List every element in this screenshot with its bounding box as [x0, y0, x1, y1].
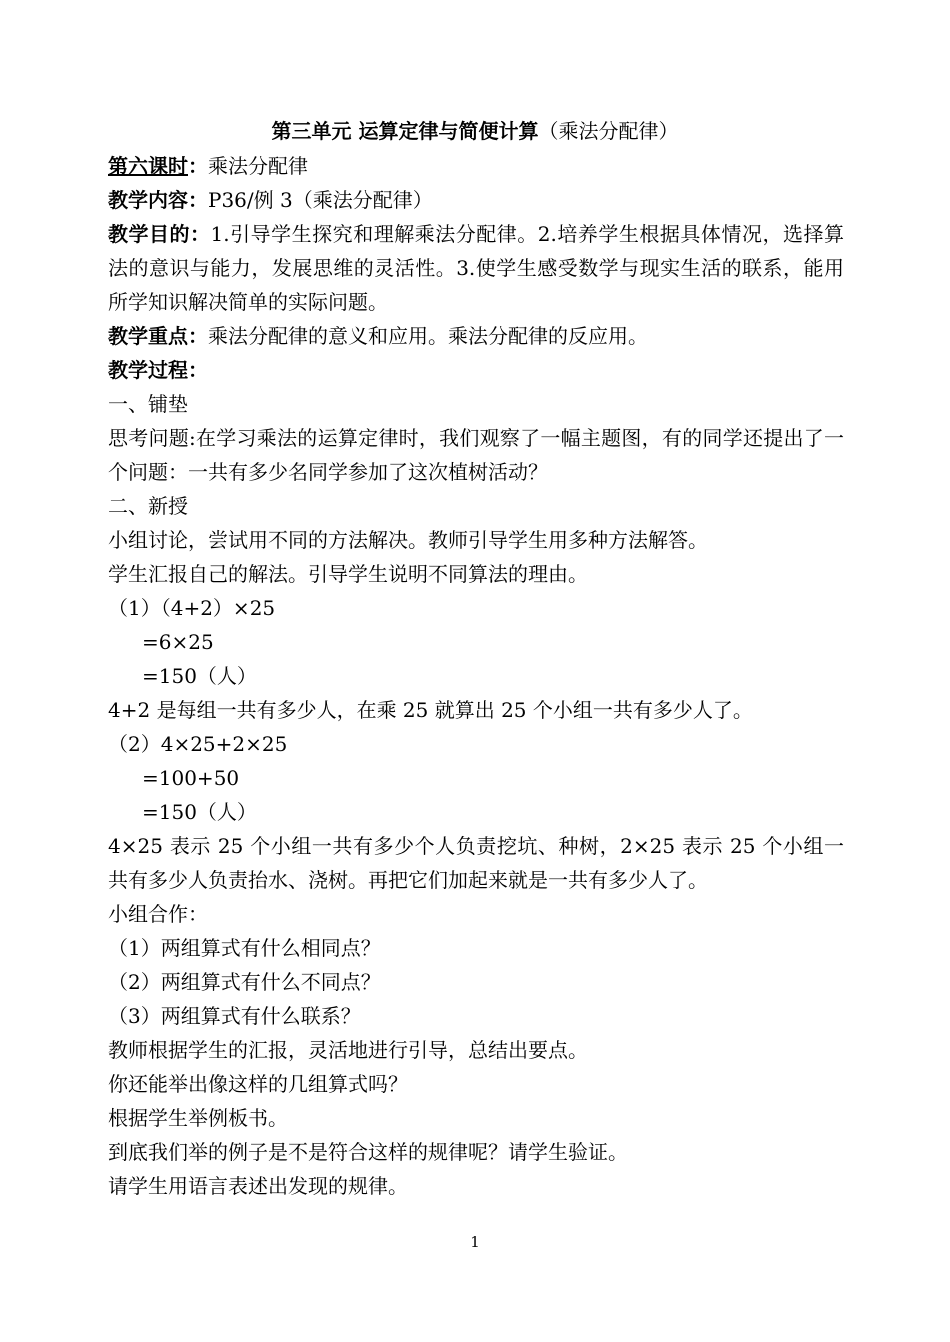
- calc1-line3: =150（人）: [142, 664, 257, 688]
- paragraph-discussion: 小组讨论，尝试用不同的方法解决。教师引导学生用多种方法解答。: [108, 528, 708, 552]
- lesson-value: 乘法分配律: [208, 154, 308, 178]
- question-item: （2）两组算式有什么不同点？: [108, 970, 381, 994]
- lesson-line: [108, 149, 844, 183]
- title-main: 第三单元 运算定律与简便计算: [271, 119, 539, 143]
- group-label: 小组合作：: [108, 902, 208, 926]
- content-label: 教学内容：: [108, 188, 208, 212]
- title-sub: （乘法分配律）: [538, 119, 679, 143]
- calc2-line2: =100+50: [142, 766, 240, 790]
- calc2-line1: （2）4×25+2×25: [108, 732, 288, 756]
- key-point-line: [108, 319, 844, 353]
- paragraph-board: 根据学生举例板书。: [108, 1106, 288, 1130]
- section-heading-2: 二、新授: [108, 494, 188, 518]
- lesson-label: 第六课时: [108, 154, 188, 178]
- key-point-label: 教学重点：: [108, 324, 208, 348]
- paragraph-summary: 教师根据学生的汇报，灵活地进行引导，总结出要点。: [108, 1038, 588, 1062]
- objective-label: 教学目的：: [108, 222, 211, 246]
- paragraph-verify: 到底我们举的例子是不是符合这样的规律呢？请学生验证。: [108, 1140, 628, 1164]
- process-label: 教学过程：: [108, 358, 208, 382]
- think-paragraph: 思考问题:在学习乘法的运算定律时，我们观察了一幅主题图，有的同学还提出了一个问题：一共有多少名同学参加了这次植树活动？: [108, 426, 844, 484]
- question-item: （3）两组算式有什么联系？: [108, 1004, 361, 1028]
- key-point-value: 乘法分配律的意义和应用。乘法分配律的反应用。: [208, 324, 648, 348]
- section-heading-1: 一、铺垫: [108, 392, 188, 416]
- calc1-line1: （1）（4+2）×25: [108, 596, 276, 620]
- objective-value: 1.引导学生探究和理解乘法分配律。2.培养学生根据具体情况，选择算法的意识与能力，发展思维的灵活性。3.使学生感受数学与现实生活的联系，能用所学知识解决简单的实际问题。: [108, 222, 844, 314]
- page-number: 1: [470, 1233, 480, 1251]
- calc2-line3: =150（人）: [142, 800, 257, 824]
- content-value: P36/例 3（乘法分配律）: [208, 188, 433, 212]
- paragraph-examples: 你还能举出像这样的几组算式吗？: [108, 1072, 408, 1096]
- objective-paragraph: [108, 217, 844, 319]
- document-body: [108, 149, 844, 1203]
- explain1-paragraph: 4+2 是每组一共有多少人，在乘 25 就算出 25 个小组一共有多少人了。: [108, 698, 753, 722]
- calc1-line2: =6×25: [142, 630, 214, 654]
- paragraph-report: 学生汇报自己的解法。引导学生说明不同算法的理由。: [108, 562, 588, 586]
- content-line: [108, 183, 844, 217]
- paragraph-express: 请学生用语言表述出发现的规律。: [108, 1174, 408, 1198]
- document-title: [0, 117, 950, 145]
- lesson-sep: ：: [188, 154, 208, 178]
- question-item: （1）两组算式有什么相同点？: [108, 936, 381, 960]
- explain2-paragraph: 4×25 表示 25 个小组一共有多少个人负责挖坑、种树，2×25 表示 25 个小组一共有多少人负责抬水、浇树。再把它们加起来就是一共有多少人了。: [108, 834, 844, 892]
